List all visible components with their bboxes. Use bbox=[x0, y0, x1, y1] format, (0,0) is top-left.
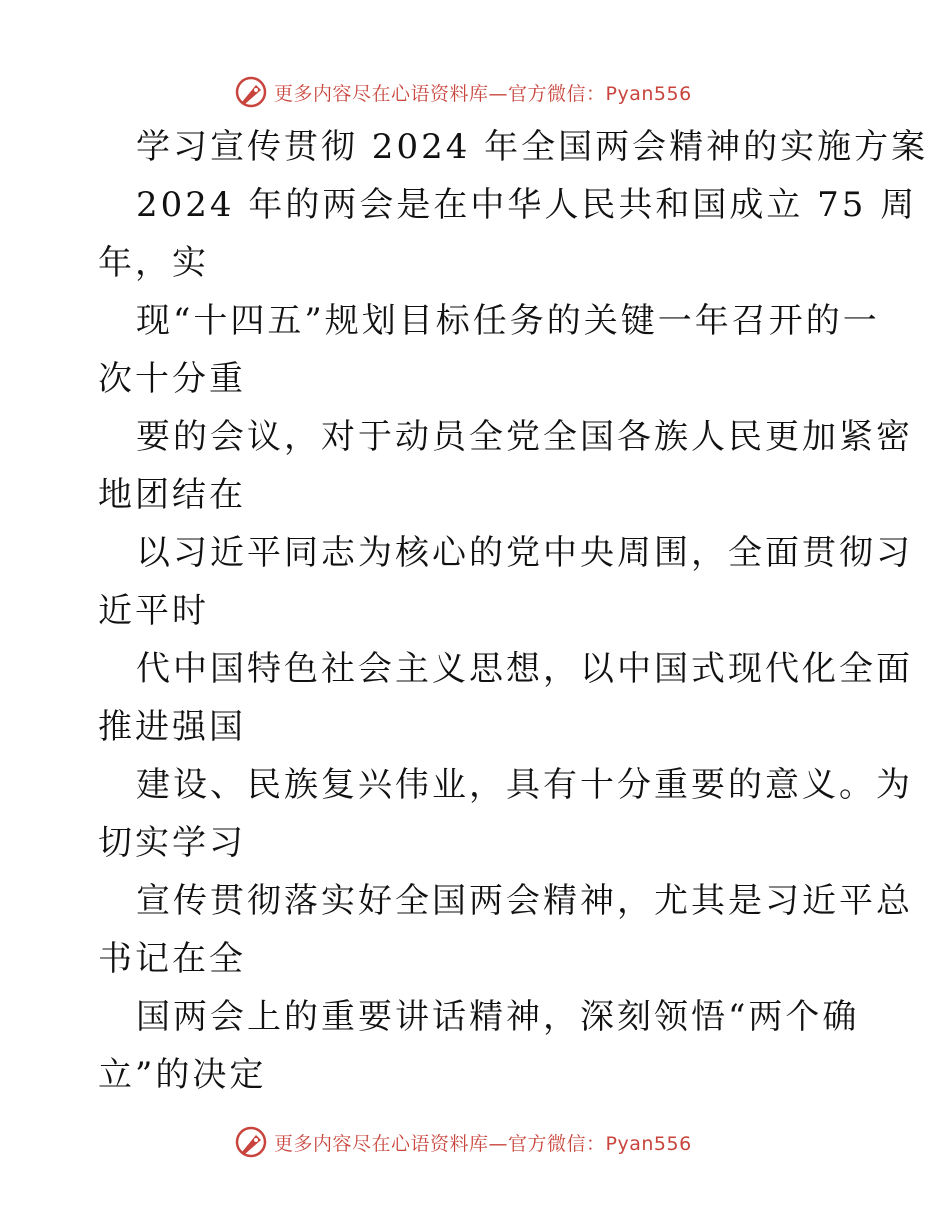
text-line: 现“十四五”规划目标任务的关键一年召开的一 bbox=[136, 301, 880, 341]
pen-nib-icon bbox=[234, 75, 268, 109]
text-line: 建设、民族复兴伟业，具有十分重要的意义。为 bbox=[136, 765, 913, 805]
header-banner[interactable] bbox=[234, 72, 754, 112]
text-line: 近平时 bbox=[98, 591, 209, 631]
pen-nib-icon bbox=[234, 1125, 268, 1159]
text-line: 宣传贯彻落实好全国两会精神，尤其是习近平总 bbox=[136, 881, 913, 921]
text-line: 地团结在 bbox=[98, 475, 246, 515]
text-line: 次十分重 bbox=[98, 359, 246, 399]
footer-banner-text: 更多内容尽在心语资料库—官方微信：Pyan556 bbox=[274, 1132, 692, 1155]
text-line: 推进强国 bbox=[98, 707, 246, 747]
text-line: 立”的决定 bbox=[98, 1055, 267, 1095]
text-line: 代中国特色社会主义思想，以中国式现代化全面 bbox=[136, 649, 913, 689]
text-line: 切实学习 bbox=[98, 823, 246, 863]
text-line: 以习近平同志为核心的党中央周围，全面贯彻习 bbox=[136, 533, 913, 573]
text-line: 要的会议，对于动员全党全国各族人民更加紧密 bbox=[136, 417, 913, 457]
document-title: 学习宣传贯彻 2024 年全国两会精神的实施方案 bbox=[136, 127, 929, 167]
header-banner-text: 更多内容尽在心语资料库—官方微信：Pyan556 bbox=[274, 82, 692, 105]
text-line: 年，实 bbox=[98, 243, 209, 283]
footer-banner[interactable] bbox=[234, 1122, 754, 1162]
document-body bbox=[98, 118, 929, 1104]
text-line: 国两会上的重要讲话精神，深刻领悟“两个确 bbox=[136, 997, 860, 1037]
text-line: 2024 年的两会是在中华人民共和国成立 75 周 bbox=[136, 185, 918, 225]
text-line: 书记在全 bbox=[98, 939, 246, 979]
